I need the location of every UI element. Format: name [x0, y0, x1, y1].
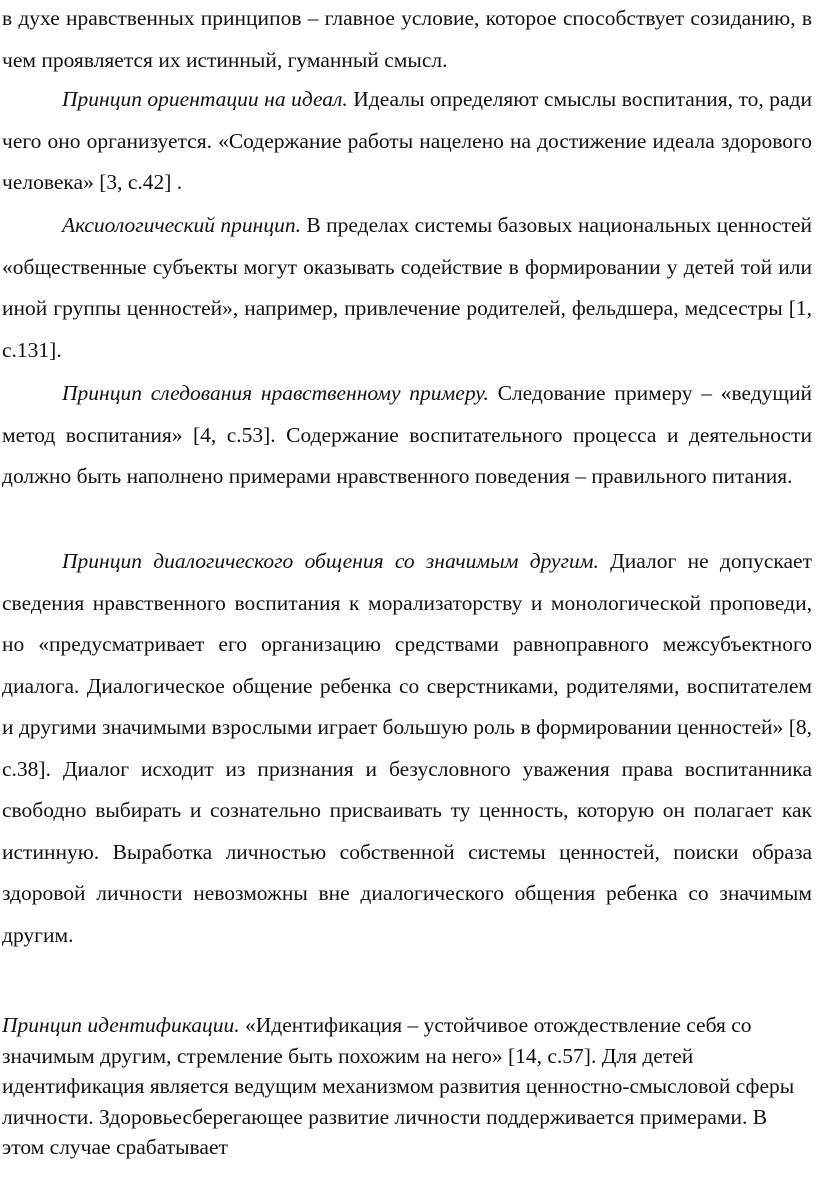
paragraph-continuation [2, 0, 812, 81]
paragraph-ideal-principle [2, 79, 812, 204]
paragraph-text: Диалог не допускает сведения нравственного воспитания к морализаторству и монологической проповеди, но «предусматривает его организацию средствами равноправного межсубъектного диалога. Диалогическое общение ребенка со сверстниками, родителями, воспитателем и другими значимыми взрослыми играет большую роль в формировании ценностей» [8, с.38]. Диалог исходит из признания и безусловного уважения права воспитанника свободно выбирать и сознательно присваивать ту ценность, которую он полагает как истинную. Выработка личностью собственной системы ценностей, поиски образа здоровой личности невозможны вне диалогического общения ребенка со значимым другим. [2, 549, 812, 947]
paragraph-dialogic-principle [2, 541, 812, 956]
paragraph-lead: Принцип диалогического общения со значимым другим. [62, 549, 599, 573]
paragraph-lead: Принцип ориентации на идеал. [62, 87, 348, 111]
paragraph-axiological-principle [2, 205, 812, 371]
paragraph-lead: Аксиологический принцип. [62, 213, 301, 237]
paragraph-moral-example-principle [2, 373, 812, 498]
paragraph-identification-principle [2, 1010, 806, 1163]
paragraph-text: В пределах системы базовых национальных ценностей «общественные субъекты могут оказывать содействие в формировании у детей той или иной группы ценностей», например, привлечение родителей, фельдшера, медсестры [1, с.131]. [2, 213, 812, 362]
paragraph-text: Идеалы определяют смыслы воспитания, то, ради чего оно организуется. «Содержание работы нацелено на достижение идеала здорового человека» [3, с.42] . [2, 87, 812, 194]
paragraph-lead: Принцип следования нравственному примеру. [62, 381, 489, 405]
paragraph-text: Следование примеру – «ведущий метод воспитания» [4, с.53]. Содержание воспитательного процесса и деятельности должно быть наполнено примерами нравственного поведения – правильного питания. [2, 381, 813, 488]
paragraph-text: «Идентификация – устойчивое отождествление себя со значимым другим, стремление быть похожим на него» [14, с.57]. Для детей идентификация является ведущим механизмом развития ценностно-смысловой сферы личности. Здоровьесберегающее развитие личности поддерживается примерами. В этом случае срабатывает [2, 1013, 795, 1159]
paragraph-text: в духе нравственных принципов – главное условие, которое способствует созиданию, в чем проявляется их истинный, гуманный смысл. [2, 6, 812, 72]
paragraph-lead: Принцип идентификации. [2, 1013, 240, 1037]
